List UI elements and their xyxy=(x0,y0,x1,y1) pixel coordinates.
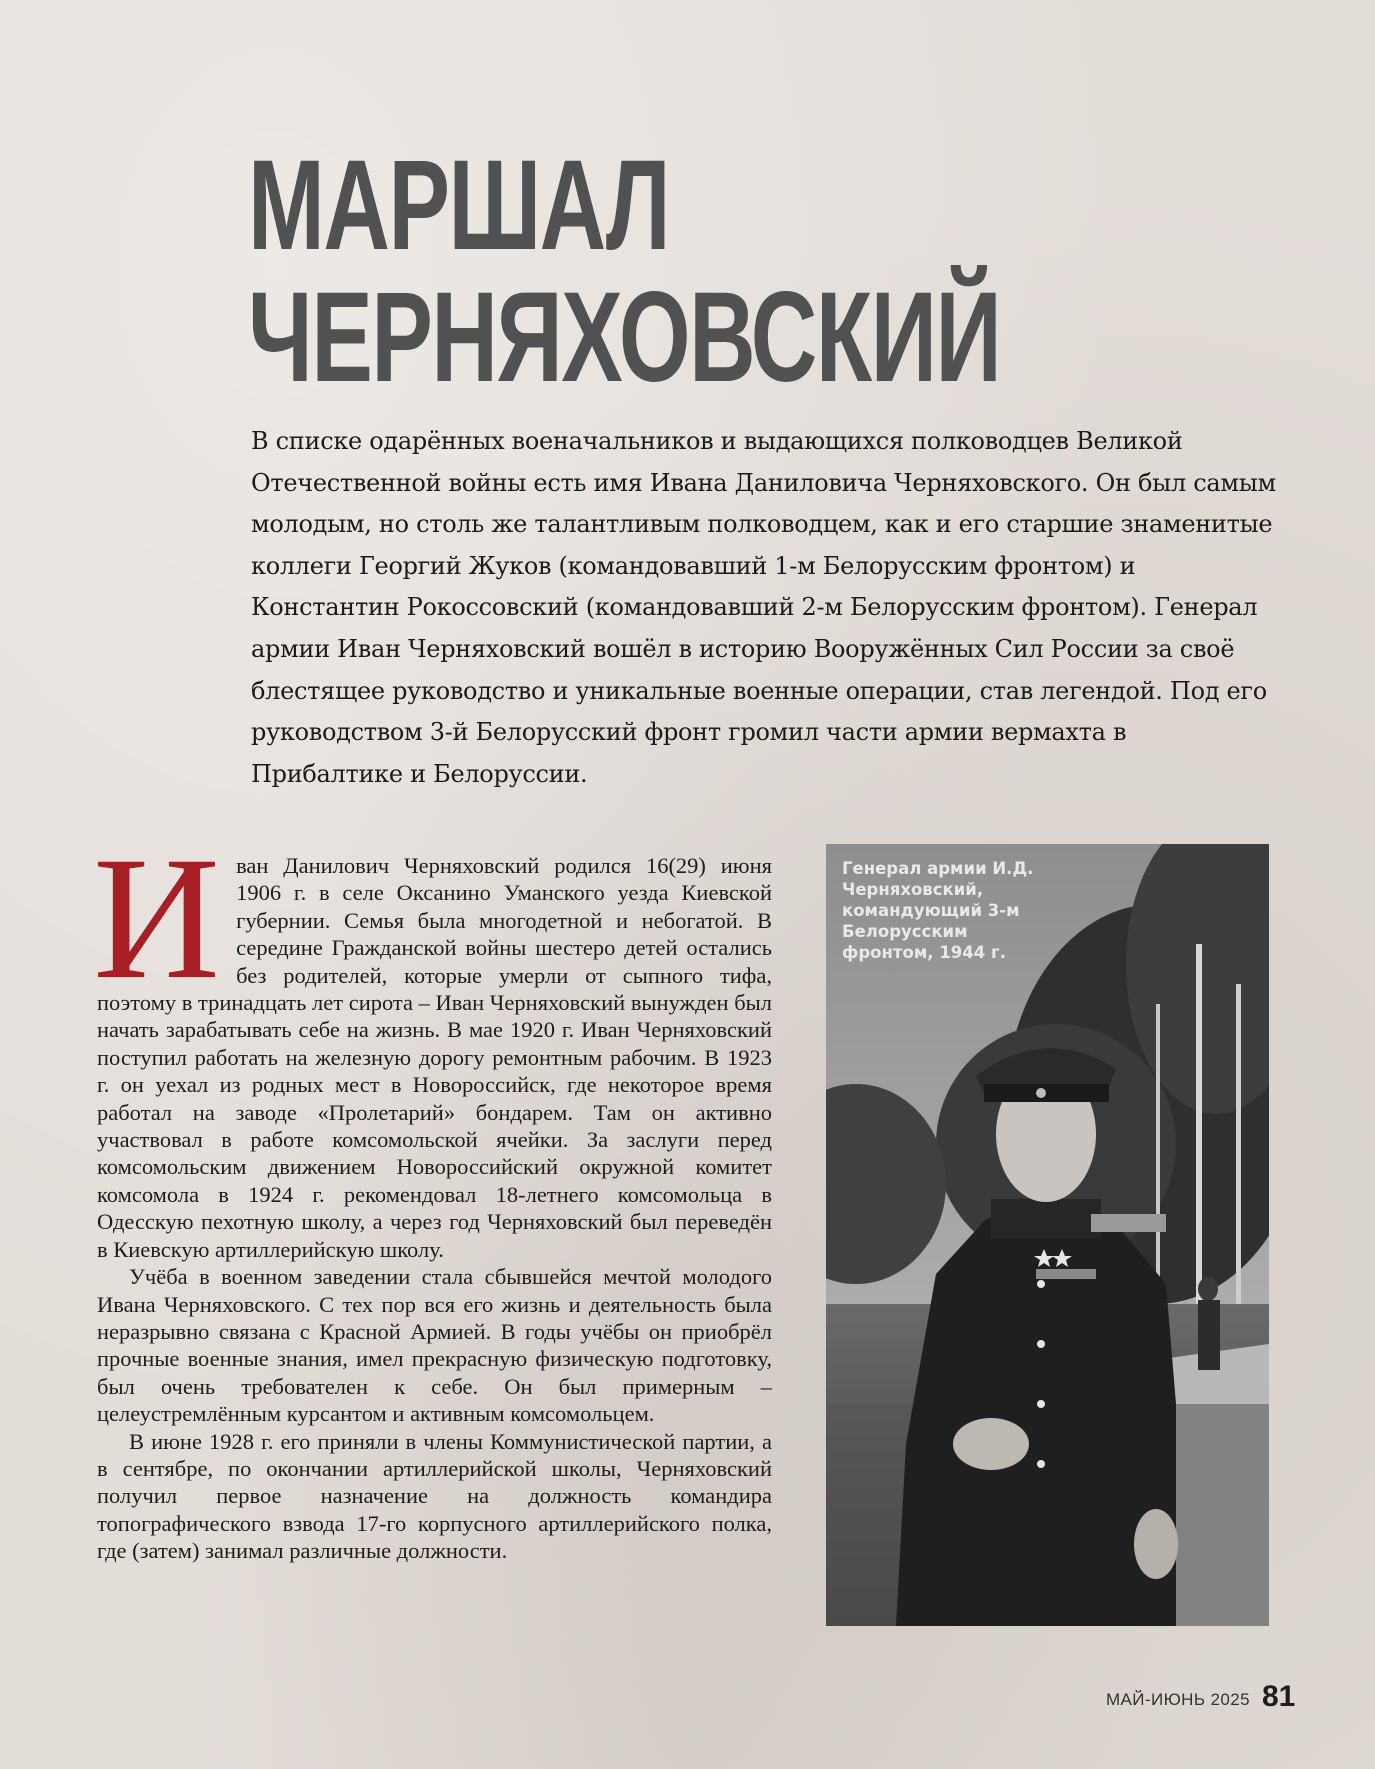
officer-hand-right xyxy=(1134,1509,1178,1579)
photo-caption: Генерал армии И.Д. Черняховский, командующий 3-м Белорусским фронтом, 1944 г. xyxy=(842,859,1034,962)
birch-trunk-1 xyxy=(1196,944,1202,1324)
body-paragraph-2: Учёба в военном заведении стала сбывшейся мечтой молодого Ивана Черняховского. С тех пор вся его жизнь и деятельность была неразрывно связана с Красной Армией. В годы учёбы он приобрёл прочные военные знания, имел прекрасную физическую подготовку, был очень требователен к себе. Он был примерным – целеустремлённым курсантом и активным комсомольцем. xyxy=(97,1264,772,1427)
medal-ribbons xyxy=(1036,1269,1096,1279)
cap-badge xyxy=(1036,1088,1046,1098)
button-2 xyxy=(1037,1340,1045,1348)
issue-label: МАЙ-ИЮНЬ 2025 xyxy=(1106,1690,1250,1709)
officer-hand xyxy=(953,1418,1029,1470)
button-3 xyxy=(1037,1400,1045,1408)
background-soldier-head xyxy=(1198,1277,1218,1301)
shoulder-board-right xyxy=(1091,1214,1166,1232)
title-line-1: МАРШАЛ xyxy=(248,134,670,277)
body-paragraph-3: В июне 1928 г. его приняли в члены Коммунистической партии, а в сентябре, по окончании артиллерийской школы, Черняховский получил первое назначение на должность командира топографического взвода 17-го корпусного артиллерийского полка, где (затем) занимал различные должности. xyxy=(97,1428,772,1564)
page-number: 81 xyxy=(1262,1680,1296,1713)
lead-paragraph: В списке одарённых военачальников и выдающихся полководцев Великой Отечественной войны есть имя Ивана Даниловича Черняховского. Он был самым молодым, но столь же талантливым полководцем, как и его старшие знаменитые коллеги Георгий Жуков (командовавший 1-м Белорусским фронтом) и Константин Рокоссовский (командовавший 2-м Белорусским фронтом). Генерал армии Иван Черняховский вошёл в историю Вооружённых Сил России за своё блестящее руководство и уникальные военные операции, став легендой. Под его руководством 3-й Белорусский фронт громил части армии вермахта в Прибалтике и Белоруссии. xyxy=(251,427,1276,788)
officer-collar xyxy=(991,1199,1101,1239)
birch-trunk-2 xyxy=(1236,984,1241,1344)
body-paragraph-1-text: ван Данилович Черняховский родился 16(29) июня 1906 г. в селе Оксанино Уманского уезда Киевской губернии. Семья была многодетной и небогатой. В середине Гражданской войны шестеро детей остались без родителей, которые умерли от сыпного тифа, поэтому в тринадцать лет сирота – Иван Черняховский вынужден был начать зарабатывать себе на жизнь. В мае 1920 г. Иван Черняховский поступил работать на железную дорогу ремонтным рабочим. В 1923 г. он уехал из родных мест в Новороссийск, где некоторое время работал на заводе «Пролетарий» бондарем. Там он активно участвовал в работе комсомольской ячейки. За заслуги перед комсомольским движением Новороссийский окружной комитет комсомола в 1924 г. рекомендовал 18-летнего комсомольца в Одесскую пехотную школу, а через год Черняховский был переведён в Киевскую артиллерийскую школу. xyxy=(97,853,772,1262)
drop-cap: И xyxy=(93,821,221,1016)
title-line-2: ЧЕРНЯХОВСКИЙ xyxy=(248,266,1001,409)
article-title xyxy=(248,134,1001,409)
portrait-photo xyxy=(826,844,1269,1626)
body-paragraph-1 xyxy=(93,821,772,1263)
button-4 xyxy=(1037,1460,1045,1468)
button-1 xyxy=(1037,1280,1045,1288)
article-body xyxy=(93,821,772,1565)
cap-band xyxy=(984,1084,1109,1102)
background-soldier-body xyxy=(1198,1300,1220,1370)
